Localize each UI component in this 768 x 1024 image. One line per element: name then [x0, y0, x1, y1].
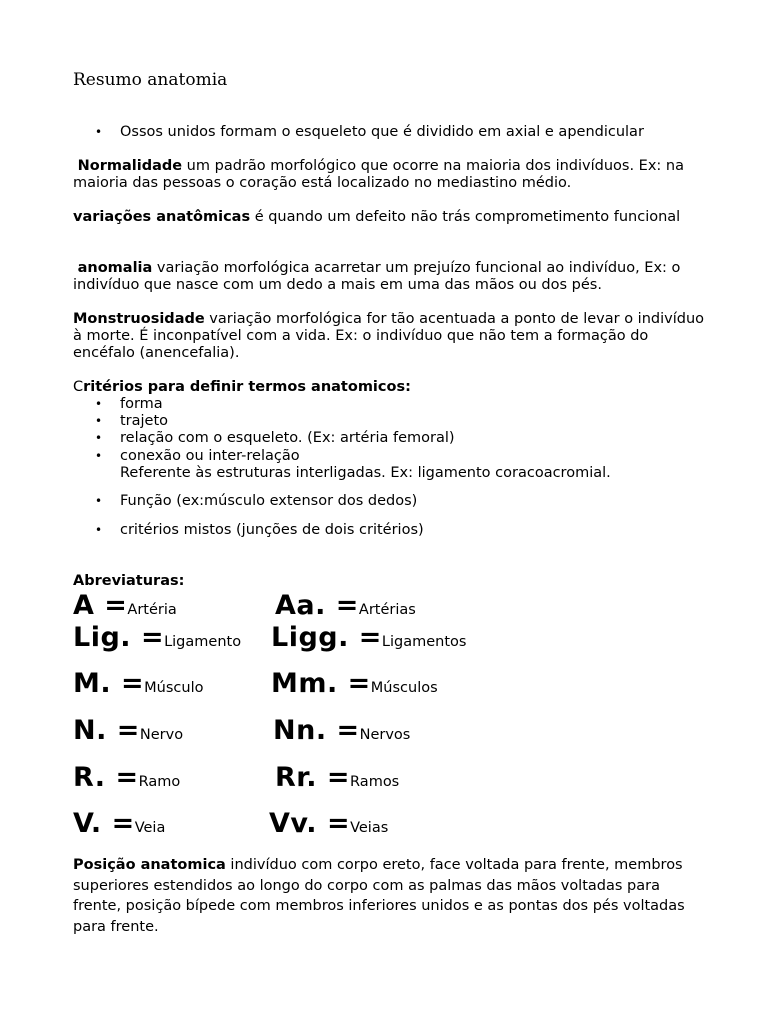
bullet-icon: •	[95, 397, 103, 411]
list-item: • Função (ex:músculo extensor dos dedos)	[95, 493, 418, 509]
criterios-heading: Critérios para definir termos anatomicos:	[73, 379, 411, 395]
list-item: • critérios mistos (junções de dois critérios)	[95, 522, 424, 538]
abbr-veins: Vv. =Veias	[269, 808, 389, 839]
bullet-icon: •	[95, 523, 103, 537]
list-item: • conexão ou inter-relação Referente às estruturas interligadas. Ex: ligamento coracoacromial.	[95, 447, 611, 481]
criterios-list-2	[73, 493, 417, 510]
paragraph-normalidade: Normalidade um padrão morfológico que ocorre na maioria dos indivíduos. Ex: na maioria das pessoas o coração está localizado no mediastino médio.	[73, 158, 684, 192]
bullet-icon: •	[95, 448, 103, 463]
list-item: • relação com o esqueleto. (Ex: artéria femoral)	[95, 430, 455, 447]
document-title: Resumo anatomia	[73, 70, 228, 90]
abreviaturas-heading: Abreviaturas:	[73, 573, 185, 589]
abbr-nerve: N. =Nervo	[73, 715, 184, 746]
abbr-branch: R. =Ramo	[73, 762, 181, 793]
list-item: • trajeto	[95, 413, 169, 430]
abbr-ligament: Lig. =Ligamento	[73, 622, 242, 653]
criterios-list-3	[73, 522, 424, 539]
abbr-artery: A =Artéria	[73, 590, 177, 621]
paragraph-anomalia: anomalia variação morfológica acarretar um prejuízo funcional ao indivíduo, Ex: o indivíduo que nasce com um dedo a mais em uma das mãos ou dos pés.	[73, 260, 681, 294]
bullet-icon: •	[95, 494, 103, 508]
bullet-icon: •	[95, 414, 103, 429]
list-item: • forma	[95, 396, 163, 412]
bullet-icon: •	[95, 431, 103, 446]
term-variacoes: variações anatômicas	[73, 209, 251, 225]
abbr-branches: Rr. =Ramos	[275, 762, 400, 793]
term-posicao: Posição anatomica	[73, 857, 226, 873]
term-anomalia: anomalia	[77, 260, 153, 276]
abbr-nerves: Nn. =Nervos	[273, 715, 411, 746]
term-monstruosidade: Monstruosidade	[73, 311, 205, 327]
abbr-ligaments: Ligg. =Ligamentos	[271, 622, 467, 653]
paragraph-monstruosidade: Monstruosidade variação morfológica for tão acentuada a ponto de levar o indivíduo à morte. É inconpatível com a vida. Ex: o indivíduo que não tem a formação do encéfalo (anencefalia).	[73, 311, 705, 362]
intro-list	[73, 124, 644, 141]
bullet-icon: •	[95, 125, 103, 139]
abbr-muscles: Mm. =Músculos	[271, 668, 438, 699]
paragraph-posicao: Posição anatomica indivíduo com corpo ereto, face voltada para frente, membros superiores estendidos ao longo do corpo com as palmas das mãos voltadas para frente, posição bípede com membros inferiores unidos e as pontas dos pés voltadas para frente.	[73, 857, 685, 935]
paragraph-variacoes: variações anatômicas é quando um defeito não trás comprometimento funcional	[73, 209, 681, 225]
abbr-vein: V. =Veia	[73, 808, 166, 839]
abbr-muscle: M. =Músculo	[73, 668, 204, 699]
list-item: • Ossos unidos formam o esqueleto que é dividido em axial e apendicular	[95, 124, 644, 140]
criterios-list	[73, 396, 611, 482]
term-normalidade: Normalidade	[77, 158, 183, 174]
abbr-arteries: Aa. =Artérias	[275, 590, 416, 621]
